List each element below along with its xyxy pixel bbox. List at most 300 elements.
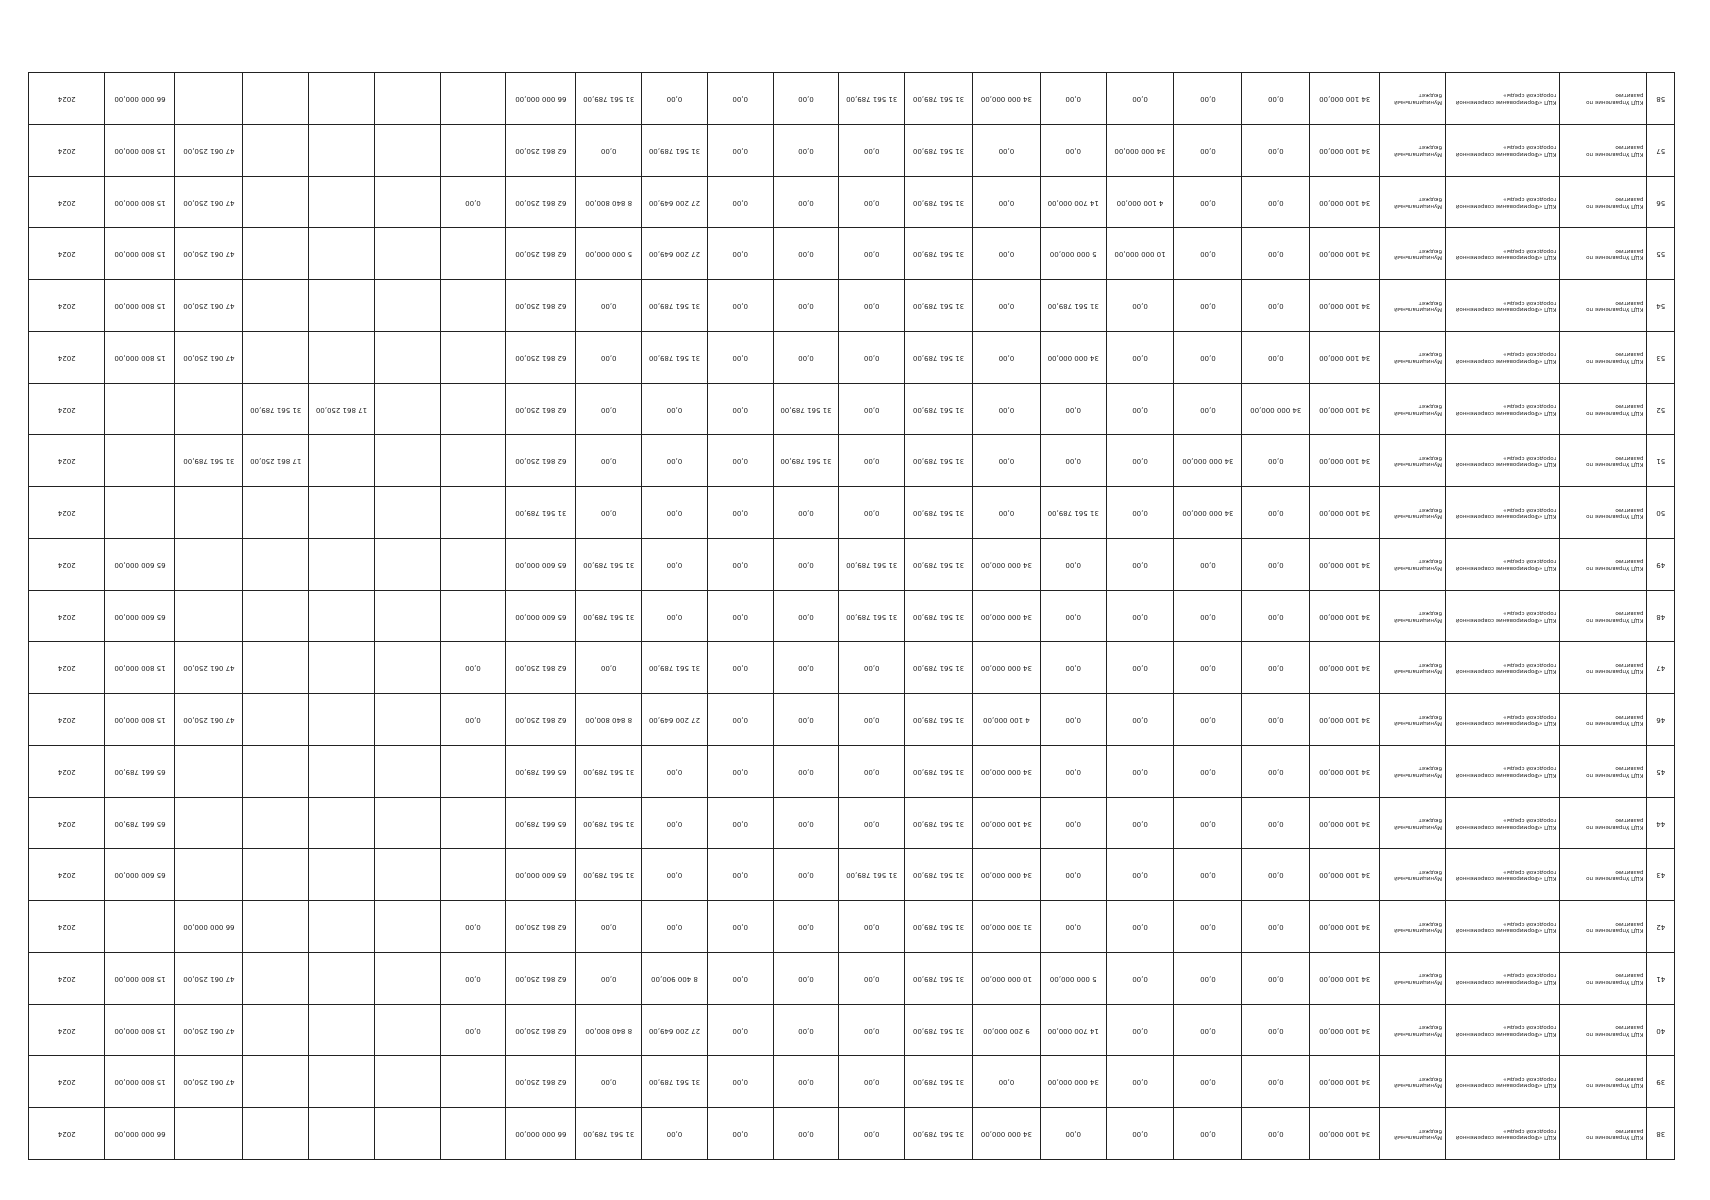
- table-cell: 0,00: [773, 901, 839, 953]
- table-cell: 15 800 000,00: [105, 125, 175, 177]
- table-cell: 49: [1647, 539, 1675, 591]
- table-cell: [175, 487, 243, 539]
- table-cell: 14 700 000,00: [1040, 1004, 1106, 1056]
- table-cell: 0,00: [642, 435, 708, 487]
- table-cell: 0,00: [1242, 642, 1310, 694]
- table-cell: 62 861 250,00: [506, 383, 576, 435]
- table-cell: 34 000 000,00: [972, 539, 1040, 591]
- table-cell: 27 200 649,00: [642, 228, 708, 280]
- table-cell: Муниципальный бюджет: [1380, 1056, 1446, 1108]
- table-cell: Муниципальный бюджет: [1380, 642, 1446, 694]
- table-cell: [105, 383, 175, 435]
- table-cell: 0,00: [642, 539, 708, 591]
- table-cell: 34 100 000,00: [1310, 849, 1380, 901]
- table-cell: 0,00: [839, 125, 905, 177]
- table-cell: 39: [1647, 1056, 1675, 1108]
- table-cell: 0,00: [773, 849, 839, 901]
- table-cell: 0,00: [1242, 797, 1310, 849]
- table-cell: 0,00: [707, 228, 773, 280]
- table-cell: 0,00: [576, 642, 642, 694]
- table-cell: 15 800 000,00: [105, 280, 175, 332]
- table-cell: Муниципальный бюджет: [1380, 901, 1446, 953]
- table-cell: Муниципальный бюджет: [1380, 487, 1446, 539]
- table-cell: КЦП Управление по развитию: [1560, 901, 1647, 953]
- table-cell: 0,00: [642, 901, 708, 953]
- table-cell: 0,00: [707, 590, 773, 642]
- table-cell: 8 840 800,00: [576, 176, 642, 228]
- table-cell: 34 100 000,00: [1310, 746, 1380, 798]
- table-cell: 0,00: [1174, 694, 1242, 746]
- table-cell: [243, 746, 309, 798]
- table-cell: 31 561 789,00: [905, 797, 973, 849]
- table-cell: [374, 797, 440, 849]
- table-cell: 0,00: [1106, 1004, 1174, 1056]
- table-cell: КЦП «Формирование современной городской среды»: [1445, 176, 1560, 228]
- table-cell: 0,00: [1242, 1056, 1310, 1108]
- table-row: [29, 1004, 1675, 1056]
- table-cell: 0,00: [1040, 746, 1106, 798]
- table-cell: КЦП Управление по развитию: [1560, 1108, 1647, 1160]
- table-cell: 62 861 250,00: [506, 1056, 576, 1108]
- table-cell: [243, 73, 309, 125]
- table-cell: 17 861 250,00: [309, 383, 375, 435]
- scanned-table-page: [28, 72, 1675, 1160]
- table-cell: 0,00: [773, 1056, 839, 1108]
- table-cell: Муниципальный бюджет: [1380, 73, 1446, 125]
- table-cell: 34 100 000,00: [1310, 1056, 1380, 1108]
- table-cell: 0,00: [707, 1108, 773, 1160]
- table-cell: [440, 125, 506, 177]
- table-cell: 62 861 250,00: [506, 176, 576, 228]
- table-cell: КЦП «Формирование современной городской среды»: [1445, 797, 1560, 849]
- table-cell: КЦП «Формирование современной городской среды»: [1445, 1004, 1560, 1056]
- table-cell: 34 100 000,00: [1310, 1108, 1380, 1160]
- table-cell: 31 300 000,00: [972, 901, 1040, 953]
- table-cell: [374, 1056, 440, 1108]
- table-row: [29, 435, 1675, 487]
- table-cell: 0,00: [839, 797, 905, 849]
- table-cell: 31 561 789,00: [576, 797, 642, 849]
- table-cell: 34 100 000,00: [1310, 953, 1380, 1005]
- table-row: [29, 1108, 1675, 1160]
- table-cell: 47 061 250,00: [175, 642, 243, 694]
- table-cell: [243, 901, 309, 953]
- table-cell: Муниципальный бюджет: [1380, 849, 1446, 901]
- table-cell: 31 561 789,00: [642, 280, 708, 332]
- table-cell: 31 561 789,00: [576, 73, 642, 125]
- table-cell: 65 661 789,00: [105, 746, 175, 798]
- table-cell: [374, 901, 440, 953]
- table-cell: КЦП «Формирование современной городской среды»: [1445, 332, 1560, 384]
- table-cell: 15 800 000,00: [105, 332, 175, 384]
- table-cell: 4 100 000,00: [972, 694, 1040, 746]
- table-cell: [440, 849, 506, 901]
- table-cell: 31 561 789,00: [243, 383, 309, 435]
- table-cell: 0,00: [642, 746, 708, 798]
- table-cell: 0,00: [440, 694, 506, 746]
- table-cell: 31 561 789,00: [642, 125, 708, 177]
- table-cell: 58: [1647, 73, 1675, 125]
- table-cell: 2024: [29, 590, 106, 642]
- table-cell: 2024: [29, 176, 106, 228]
- table-cell: 66 000 000,00: [105, 1108, 175, 1160]
- table-cell: 5 000 000,00: [576, 228, 642, 280]
- table-cell: 8 840 800,00: [576, 1004, 642, 1056]
- table-cell: 0,00: [707, 73, 773, 125]
- table-cell: 65 600 000,00: [506, 539, 576, 591]
- table-cell: 0,00: [642, 849, 708, 901]
- table-cell: [309, 694, 375, 746]
- table-cell: 5 000 000,00: [1040, 953, 1106, 1005]
- table-cell: 47 061 250,00: [175, 228, 243, 280]
- table-cell: 52: [1647, 383, 1675, 435]
- table-cell: 0,00: [1106, 487, 1174, 539]
- table-cell: 47 061 250,00: [175, 953, 243, 1005]
- table-cell: 0,00: [1106, 953, 1174, 1005]
- table-row: [29, 901, 1675, 953]
- table-cell: Муниципальный бюджет: [1380, 383, 1446, 435]
- table-cell: 0,00: [576, 953, 642, 1005]
- table-cell: 0,00: [1174, 73, 1242, 125]
- table-cell: 0,00: [1106, 280, 1174, 332]
- table-cell: 31 561 789,00: [905, 1056, 973, 1108]
- table-cell: 0,00: [1106, 539, 1174, 591]
- table-cell: 0,00: [1106, 590, 1174, 642]
- table-cell: 62 861 250,00: [506, 125, 576, 177]
- table-cell: 47 061 250,00: [175, 1004, 243, 1056]
- table-cell: 15 800 000,00: [105, 694, 175, 746]
- table-cell: КЦП Управление по развитию: [1560, 228, 1647, 280]
- table-cell: 34 100 000,00: [1310, 1004, 1380, 1056]
- table-cell: 0,00: [1174, 539, 1242, 591]
- table-cell: [374, 539, 440, 591]
- table-cell: 2024: [29, 797, 106, 849]
- table-cell: [175, 590, 243, 642]
- table-cell: 0,00: [1040, 73, 1106, 125]
- table-cell: 17 861 250,00: [243, 435, 309, 487]
- table-cell: [309, 1056, 375, 1108]
- table-cell: 2024: [29, 435, 106, 487]
- table-cell: КЦП Управление по развитию: [1560, 746, 1647, 798]
- table-cell: 0,00: [576, 1056, 642, 1108]
- table-cell: 15 800 000,00: [105, 1056, 175, 1108]
- table-cell: 0,00: [707, 746, 773, 798]
- table-cell: 0,00: [1242, 1108, 1310, 1160]
- table-cell: 0,00: [1106, 797, 1174, 849]
- table-row: [29, 642, 1675, 694]
- table-cell: 47 061 250,00: [175, 125, 243, 177]
- table-cell: 0,00: [1242, 1004, 1310, 1056]
- table-cell: 51: [1647, 435, 1675, 487]
- table-cell: 65 600 000,00: [105, 590, 175, 642]
- table-cell: 0,00: [1242, 176, 1310, 228]
- table-cell: 0,00: [707, 953, 773, 1005]
- table-cell: 34 000 000,00: [972, 73, 1040, 125]
- table-cell: 0,00: [773, 176, 839, 228]
- table-cell: КЦП Управление по развитию: [1560, 280, 1647, 332]
- table-cell: [440, 73, 506, 125]
- table-cell: КЦП «Формирование современной городской среды»: [1445, 642, 1560, 694]
- table-cell: 2024: [29, 953, 106, 1005]
- table-cell: [243, 228, 309, 280]
- table-cell: 31 561 789,00: [642, 642, 708, 694]
- table-cell: 31 561 789,00: [839, 73, 905, 125]
- table-cell: Муниципальный бюджет: [1380, 176, 1446, 228]
- table-cell: 50: [1647, 487, 1675, 539]
- table-cell: КЦП Управление по развитию: [1560, 953, 1647, 1005]
- table-cell: 0,00: [576, 383, 642, 435]
- table-cell: 8 400 900,00: [642, 953, 708, 1005]
- table-cell: 0,00: [1242, 73, 1310, 125]
- table-cell: 31 561 789,00: [576, 849, 642, 901]
- table-cell: КЦП «Формирование современной городской среды»: [1445, 953, 1560, 1005]
- table-cell: [374, 642, 440, 694]
- table-cell: 0,00: [773, 539, 839, 591]
- table-cell: 31 561 789,00: [642, 1056, 708, 1108]
- table-cell: 2024: [29, 332, 106, 384]
- table-cell: КЦП «Формирование современной городской среды»: [1445, 487, 1560, 539]
- table-cell: КЦП Управление по развитию: [1560, 797, 1647, 849]
- table-cell: 31 561 789,00: [905, 435, 973, 487]
- table-cell: 0,00: [1242, 849, 1310, 901]
- table-cell: 0,00: [1174, 901, 1242, 953]
- table-cell: Муниципальный бюджет: [1380, 1108, 1446, 1160]
- table-cell: 34 100 000,00: [1310, 228, 1380, 280]
- table-cell: 31 561 789,00: [905, 125, 973, 177]
- table-cell: 2024: [29, 1056, 106, 1108]
- table-cell: КЦП Управление по развитию: [1560, 642, 1647, 694]
- table-cell: 65 600 000,00: [506, 849, 576, 901]
- table-cell: 31 561 789,00: [576, 590, 642, 642]
- table-cell: 62 861 250,00: [506, 901, 576, 953]
- table-cell: [243, 539, 309, 591]
- table-cell: 34 100 000,00: [1310, 125, 1380, 177]
- table-cell: 0,00: [576, 332, 642, 384]
- table-cell: [309, 642, 375, 694]
- budget-table: [28, 72, 1675, 1160]
- table-cell: 0,00: [773, 228, 839, 280]
- table-cell: [309, 280, 375, 332]
- table-cell: 2024: [29, 539, 106, 591]
- table-cell: 34 100 000,00: [1310, 642, 1380, 694]
- table-cell: Муниципальный бюджет: [1380, 125, 1446, 177]
- table-cell: [309, 746, 375, 798]
- table-cell: [374, 280, 440, 332]
- table-cell: [309, 849, 375, 901]
- table-cell: 2024: [29, 73, 106, 125]
- table-cell: 0,00: [707, 1056, 773, 1108]
- table-cell: 0,00: [707, 849, 773, 901]
- table-cell: 2024: [29, 1004, 106, 1056]
- table-cell: 0,00: [839, 435, 905, 487]
- table-cell: 0,00: [1106, 435, 1174, 487]
- table-cell: 34 000 000,00: [972, 642, 1040, 694]
- table-cell: КЦП Управление по развитию: [1560, 176, 1647, 228]
- table-cell: 0,00: [707, 125, 773, 177]
- table-cell: 14 700 000,00: [1040, 176, 1106, 228]
- table-cell: [374, 176, 440, 228]
- table-cell: 31 561 789,00: [1040, 280, 1106, 332]
- table-cell: 31 561 789,00: [905, 694, 973, 746]
- table-cell: 0,00: [972, 332, 1040, 384]
- table-cell: 31 561 789,00: [905, 1108, 973, 1160]
- table-row: [29, 487, 1675, 539]
- table-cell: [243, 1056, 309, 1108]
- table-cell: 0,00: [839, 487, 905, 539]
- table-cell: 31 561 789,00: [506, 487, 576, 539]
- table-cell: [243, 694, 309, 746]
- table-cell: 66 000 000,00: [506, 1108, 576, 1160]
- table-cell: 55: [1647, 228, 1675, 280]
- table-cell: 31 561 789,00: [905, 228, 973, 280]
- table-cell: 53: [1647, 332, 1675, 384]
- table-cell: [374, 590, 440, 642]
- table-cell: 0,00: [773, 797, 839, 849]
- table-cell: 62 861 250,00: [506, 694, 576, 746]
- table-cell: 0,00: [1242, 590, 1310, 642]
- table-cell: 34 000 000,00: [1174, 435, 1242, 487]
- table-cell: 0,00: [1242, 125, 1310, 177]
- table-cell: 34 000 000,00: [1040, 1056, 1106, 1108]
- table-cell: 34 000 000,00: [972, 746, 1040, 798]
- table-cell: Муниципальный бюджет: [1380, 280, 1446, 332]
- table-cell: КЦП Управление по развитию: [1560, 694, 1647, 746]
- table-cell: 0,00: [440, 953, 506, 1005]
- table-cell: 4 100 000,00: [1106, 176, 1174, 228]
- table-cell: [105, 435, 175, 487]
- table-cell: 31 561 789,00: [905, 590, 973, 642]
- table-cell: 34 100 000,00: [1310, 487, 1380, 539]
- table-cell: [175, 849, 243, 901]
- table-cell: 0,00: [707, 383, 773, 435]
- table-cell: 0,00: [972, 125, 1040, 177]
- table-cell: 0,00: [972, 1056, 1040, 1108]
- table-row: [29, 539, 1675, 591]
- table-cell: 0,00: [1040, 901, 1106, 953]
- table-cell: [243, 642, 309, 694]
- table-cell: 0,00: [839, 901, 905, 953]
- table-row: [29, 125, 1675, 177]
- table-cell: 34 100 000,00: [972, 797, 1040, 849]
- table-cell: [175, 73, 243, 125]
- table-cell: 0,00: [707, 176, 773, 228]
- table-cell: [309, 435, 375, 487]
- table-cell: 0,00: [1242, 539, 1310, 591]
- table-cell: КЦП «Формирование современной городской среды»: [1445, 746, 1560, 798]
- table-cell: 31 561 789,00: [905, 642, 973, 694]
- table-cell: [374, 383, 440, 435]
- table-cell: 0,00: [773, 694, 839, 746]
- table-cell: Муниципальный бюджет: [1380, 797, 1446, 849]
- table-cell: 0,00: [972, 176, 1040, 228]
- table-row: [29, 849, 1675, 901]
- table-cell: [440, 539, 506, 591]
- table-cell: [243, 1004, 309, 1056]
- table-cell: 0,00: [972, 228, 1040, 280]
- table-cell: 31 561 789,00: [576, 746, 642, 798]
- table-cell: 38: [1647, 1108, 1675, 1160]
- table-cell: [309, 73, 375, 125]
- table-cell: 31 561 789,00: [905, 953, 973, 1005]
- table-cell: 0,00: [1106, 901, 1174, 953]
- table-cell: КЦП «Формирование современной городской среды»: [1445, 125, 1560, 177]
- table-cell: 31 561 789,00: [905, 487, 973, 539]
- table-cell: 0,00: [1174, 953, 1242, 1005]
- table-cell: [374, 487, 440, 539]
- table-cell: [309, 539, 375, 591]
- table-cell: КЦП Управление по развитию: [1560, 1056, 1647, 1108]
- table-cell: 0,00: [642, 383, 708, 435]
- table-row: [29, 228, 1675, 280]
- table-cell: 0,00: [972, 280, 1040, 332]
- table-cell: 27 200 649,00: [642, 1004, 708, 1056]
- table-cell: [374, 746, 440, 798]
- table-cell: КЦП Управление по развитию: [1560, 73, 1647, 125]
- table-cell: 0,00: [1040, 590, 1106, 642]
- table-cell: [243, 849, 309, 901]
- table-cell: 65 600 000,00: [506, 590, 576, 642]
- table-cell: 31 561 789,00: [576, 539, 642, 591]
- table-cell: 2024: [29, 694, 106, 746]
- table-cell: Муниципальный бюджет: [1380, 435, 1446, 487]
- table-cell: 0,00: [1242, 332, 1310, 384]
- table-cell: 0,00: [1040, 435, 1106, 487]
- table-cell: 0,00: [1106, 332, 1174, 384]
- table-cell: 31 561 789,00: [905, 746, 973, 798]
- table-cell: 0,00: [707, 642, 773, 694]
- table-cell: КЦП Управление по развитию: [1560, 435, 1647, 487]
- table-cell: 34 100 000,00: [1310, 694, 1380, 746]
- table-row: [29, 1056, 1675, 1108]
- table-cell: Муниципальный бюджет: [1380, 746, 1446, 798]
- table-cell: 62 861 250,00: [506, 1004, 576, 1056]
- table-cell: 0,00: [1174, 746, 1242, 798]
- table-cell: 43: [1647, 849, 1675, 901]
- table-cell: 62 861 250,00: [506, 953, 576, 1005]
- table-cell: 2024: [29, 228, 106, 280]
- table-cell: [309, 332, 375, 384]
- table-cell: 0,00: [707, 435, 773, 487]
- table-cell: 0,00: [1242, 280, 1310, 332]
- table-cell: 0,00: [1174, 125, 1242, 177]
- table-cell: 31 561 789,00: [905, 1004, 973, 1056]
- table-cell: [309, 590, 375, 642]
- table-cell: 31 561 789,00: [642, 332, 708, 384]
- table-cell: [374, 1004, 440, 1056]
- table-cell: 31 561 789,00: [839, 590, 905, 642]
- table-cell: [105, 487, 175, 539]
- table-cell: [440, 383, 506, 435]
- table-cell: 0,00: [1040, 383, 1106, 435]
- table-cell: 47 061 250,00: [175, 176, 243, 228]
- table-cell: 2024: [29, 1108, 106, 1160]
- table-cell: 31 561 789,00: [773, 435, 839, 487]
- table-cell: [309, 1004, 375, 1056]
- table-cell: 0,00: [773, 73, 839, 125]
- table-cell: КЦП Управление по развитию: [1560, 1004, 1647, 1056]
- table-row: [29, 332, 1675, 384]
- table-cell: 0,00: [707, 797, 773, 849]
- table-cell: [440, 746, 506, 798]
- table-cell: 27 200 649,00: [642, 694, 708, 746]
- table-cell: 0,00: [773, 1108, 839, 1160]
- table-cell: 31 561 789,00: [773, 383, 839, 435]
- table-cell: [440, 228, 506, 280]
- table-cell: [175, 746, 243, 798]
- table-cell: 57: [1647, 125, 1675, 177]
- table-cell: 62 861 250,00: [506, 280, 576, 332]
- table-cell: 45: [1647, 746, 1675, 798]
